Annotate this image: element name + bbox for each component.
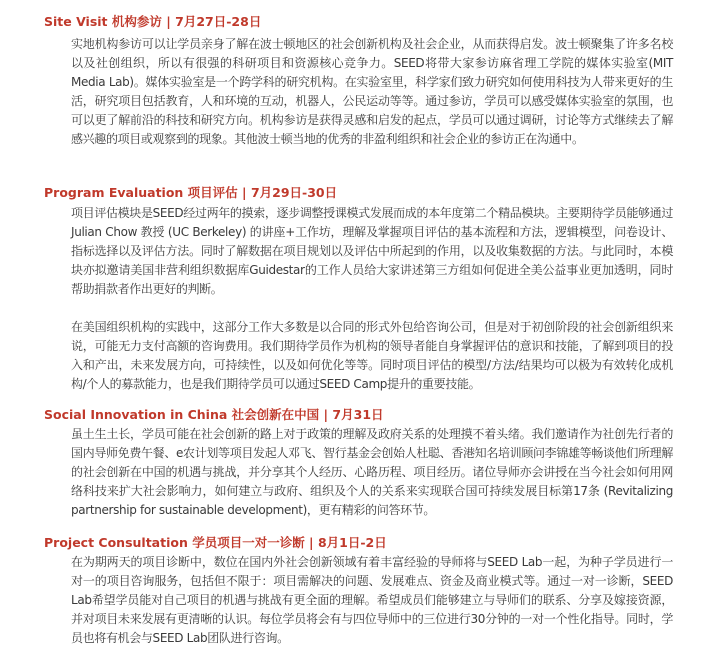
section-body — [71, 35, 673, 149]
section-heading: Site Visit 机构参访 | 7月27日-28日 — [44, 14, 262, 29]
section-heading: Program Evaluation 项目评估 | 7月29日-30日 — [44, 185, 338, 200]
section-paragraph: 实地机构参访可以让学员亲身了解在波士顿地区的社会创新机构及社会企业，从而获得启发。波士顿聚集了许多名校以及社创组织，所以有很强的科研项目和资源核心竞争力。SEED将带大家参访麻省理工学院的媒体实验室(MIT Media Lab)。媒体实验室是一个跨学科的研究机构。在实验室里，科学家们致力研究如何使用科技为人带来更好的生活，研究项目包括教育，人和环境的互动，机器人，公民运动等等。通过参访，学员可以感受媒体实验室的氛围，也可以更了解前沿的科技和研究方向。机构参访是获得灵感和启发的起点，学员可以通过调研，讨论等方式继续去了解感兴趣的项目或观察到的现象。其他波士顿当地的优秀的非盈利组织和社会企业的参访正在沟通中。 — [71, 37, 673, 146]
section-body — [71, 204, 673, 394]
section-heading: Project Consultation 学员项目一对一诊断 | 8月1日-2日 — [44, 535, 387, 550]
section-paragraph: 虽土生土长，学员可能在社会创新的路上对于政策的理解及政府关系的处理摸不着头绪。我们邀请作为社创先行者的国内导师免费午餐、e农计划等项目发起人邓飞、智行基金会创始人杜聪、香港知名培训顾问李锦雄等畅谈他们所理解的社会创新在中国的机遇与挑战，并分享其个人经历、心路历程、项目经历。诸位导师亦会讲授在当今社会如何用网络科技来扩大社会影响力，如何建立与政府、组织及个人的关系来实现联合国可持续发展目标第17条 (Revitalizing partnership for sustainable development)，更有精彩的问答环节。 — [71, 427, 673, 517]
section-paragraph: 在为期两天的项目诊断中，数位在国内外社会创新领域有着丰富经验的导师将与SEED Lab一起，为种子学员进行一对一的项目咨询服务，包括但不限于：项目需解决的问题、发展难点、资金及商业模式等。通过一对一诊断，SEED Lab希望学员能对自己项目的机遇与挑战有更全面的理解。希望成员们能够建立与导师们的联系、分享及嫁接资源，并对项目未来发展有更清晰的认识。每位学员将会有与四位导师中的三位进行30分钟的一对一个性化指导。同时，学员也将有机会与SEED Lab团队进行咨询。 — [71, 555, 673, 645]
section-heading: Social Innovation in China 社会创新在中国 | 7月31日 — [44, 407, 384, 422]
section-body — [71, 553, 673, 648]
section-paragraph: 项目评估模块是SEED经过两年的摸索，逐步调整授课模式发展而成的本年度第二个精品模块。主要期待学员能够通过Julian Chow 教授 (UC Berkeley) 的讲座+工作坊，理解及掌握项目评估的基本流程和方法，逻辑模型，问卷设计、指标选择以及评估方法。同时了解数据在项目规划以及评估中所起到的作用，以及收集数据的方法。与此同时，本模块亦拟邀请美国非营利组织数据库Guidestar的工作人员给大家讲述第三方组如何促进全美公益事业更加透明，同时帮助捐款者作出更好的判断。 — [71, 206, 673, 296]
section-body — [71, 425, 673, 520]
section-paragraph: 在美国组织机构的实践中，这部分工作大多数是以合同的形式外包给咨询公司，但是对于初创阶段的社会创新组织来说，可能无力支付高额的咨询费用。我们期待学员作为机构的领导者能自身掌握评估的意识和技能，了解到项目的投入和产出，未来发展方向，可持续性，以及如何优化等等。同时项目评估的模型/方法/结果均可以极为有效转化成机构/个人的募款能力，也是我们期待学员可以通过SEED Camp提升的重要技能。 — [71, 320, 673, 391]
